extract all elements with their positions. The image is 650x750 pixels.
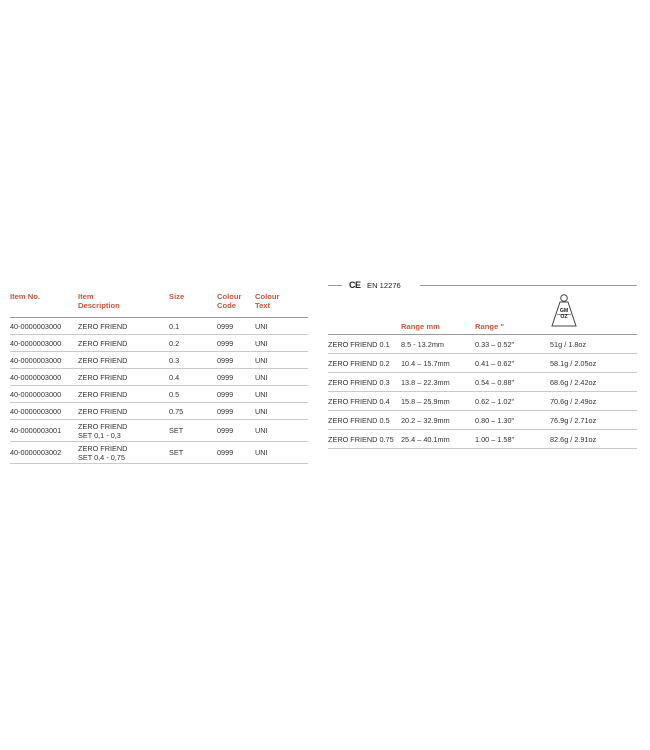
cell-range-inch: 0.80 – 1.30": [475, 416, 515, 425]
table-row: [10, 335, 308, 352]
cell-description: ZERO FRIEND: [78, 322, 128, 331]
cell-range-inch: 0.54 – 0.88": [475, 378, 515, 387]
table-row: [328, 411, 637, 430]
header-colour-text: Colour Text: [255, 292, 280, 310]
header-item-description: Item Description: [78, 292, 120, 310]
table-row: [328, 354, 637, 373]
cell-size: SET: [169, 448, 184, 457]
cell-range-mm: 8.5 - 13.2mm: [401, 340, 444, 349]
cell-item-no: 40-0000003000: [10, 407, 62, 416]
cell-colour-code: 0999: [217, 407, 234, 416]
cell-colour-text: UNI: [255, 426, 268, 435]
cell-range-mm: 13.8 – 22.3mm: [401, 378, 450, 387]
cell-range-mm: 10.4 – 15.7mm: [401, 359, 450, 368]
cell-range-inch: 1.00 – 1.58": [475, 435, 515, 444]
cell-size: SET: [169, 426, 184, 435]
cell-colour-text: UNI: [255, 373, 268, 382]
cell-colour-code: 0999: [217, 339, 234, 348]
cell-description: ZERO FRIEND SET 0,4 - 0,75: [78, 444, 128, 462]
certification-bar: [328, 280, 637, 292]
cell-colour-text: UNI: [255, 322, 268, 331]
header-colour-code: Colour Code: [217, 292, 242, 310]
cell-range-mm: 15.8 – 25.9mm: [401, 397, 450, 406]
cell-item-no: 40-0000003000: [10, 322, 62, 331]
cell-name: ZERO FRIEND 0.1: [328, 340, 390, 349]
cell-range-inch: 0.41 – 0.62": [475, 359, 515, 368]
cell-colour-text: UNI: [255, 390, 268, 399]
ce-mark-icon: CE: [349, 280, 361, 290]
cell-weight: 70.6g / 2.49oz: [550, 397, 597, 406]
header-range-mm: Range mm: [401, 322, 440, 331]
cell-name: ZERO FRIEND 0.2: [328, 359, 390, 368]
table-row: [10, 403, 308, 420]
table-row: [10, 369, 308, 386]
cell-name: ZERO FRIEND 0.75: [328, 435, 394, 444]
cell-size: 0.5: [169, 390, 180, 399]
cell-size: 0.75: [169, 407, 184, 416]
cell-colour-code: 0999: [217, 448, 234, 457]
cell-description: ZERO FRIEND SET 0,1 - 0,3: [78, 422, 128, 440]
cell-name: ZERO FRIEND 0.4: [328, 397, 390, 406]
table-row: [328, 430, 637, 449]
specification-table: [328, 320, 637, 449]
cell-item-no: 40-0000003000: [10, 356, 62, 365]
cell-description: ZERO FRIEND: [78, 339, 128, 348]
cell-size: 0.3: [169, 356, 180, 365]
cell-weight: 76.9g / 2.71oz: [550, 416, 597, 425]
header-item-no: Item No.: [10, 292, 40, 301]
cell-description: ZERO FRIEND: [78, 373, 128, 382]
cell-weight: 58.1g / 2.05oz: [550, 359, 597, 368]
cell-colour-code: 0999: [217, 373, 234, 382]
cell-weight: 82.6g / 2.91oz: [550, 435, 597, 444]
cell-colour-code: 0999: [217, 390, 234, 399]
cell-size: 0.2: [169, 339, 180, 348]
cell-description: ZERO FRIEND: [78, 407, 128, 416]
header-size: Size: [169, 292, 185, 301]
table-row: [10, 386, 308, 403]
cell-colour-text: UNI: [255, 356, 268, 365]
table-row: [10, 318, 308, 335]
cell-item-no: 40-0000003001: [10, 426, 62, 435]
cell-range-inch: 0.62 – 1.02": [475, 397, 515, 406]
table-row: [328, 335, 637, 354]
cell-range-mm: 25.4 – 40.1mm: [401, 435, 450, 444]
product-item-table: [10, 290, 308, 464]
spec-table-header: [328, 320, 637, 335]
table-row: [10, 352, 308, 369]
weight-icon-label: GM OZ: [559, 308, 569, 320]
cell-colour-code: 0999: [217, 356, 234, 365]
table-row: [10, 420, 308, 442]
cell-size: 0.1: [169, 322, 180, 331]
divider: [420, 285, 637, 286]
table-row: [328, 373, 637, 392]
cell-name: ZERO FRIEND 0.5: [328, 416, 390, 425]
cell-name: ZERO FRIEND 0.3: [328, 378, 390, 387]
table-row: [328, 392, 637, 411]
cell-weight: 51g / 1.8oz: [550, 340, 587, 349]
cell-item-no: 40-0000003000: [10, 339, 62, 348]
cell-colour-code: 0999: [217, 322, 234, 331]
table-row: [10, 442, 308, 464]
certification-standard: EN 12276: [367, 281, 401, 290]
divider: [328, 285, 342, 286]
cell-colour-text: UNI: [255, 407, 268, 416]
cell-size: 0.4: [169, 373, 180, 382]
cell-range-mm: 20.2 – 32.9mm: [401, 416, 450, 425]
product-table-header: [10, 290, 308, 318]
cell-weight: 68.6g / 2.42oz: [550, 378, 597, 387]
cell-colour-code: 0999: [217, 426, 234, 435]
cell-description: ZERO FRIEND: [78, 390, 128, 399]
cell-description: ZERO FRIEND: [78, 356, 128, 365]
cell-colour-text: UNI: [255, 448, 268, 457]
cell-item-no: 40-0000003000: [10, 373, 62, 382]
cell-item-no: 40-0000003000: [10, 390, 62, 399]
cell-item-no: 40-0000003002: [10, 448, 62, 457]
header-range-inch: Range ": [475, 322, 504, 331]
cell-colour-text: UNI: [255, 339, 268, 348]
cell-range-inch: 0.33 – 0.52": [475, 340, 515, 349]
